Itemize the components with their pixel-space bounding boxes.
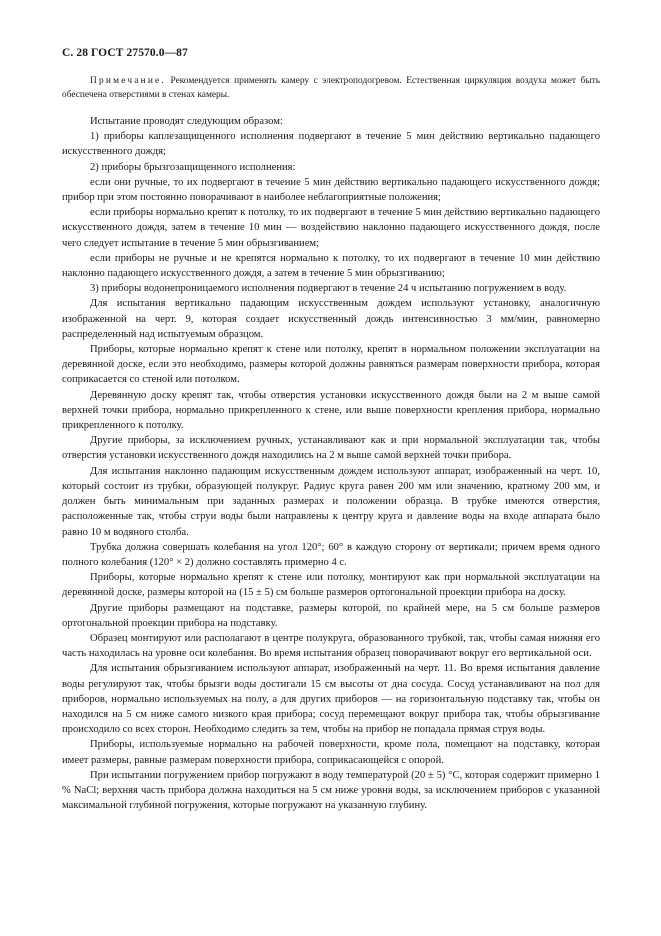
body-text	[62, 114, 600, 813]
paragraph: Деревянную доску крепят так, чтобы отверстия установки искусственного дождя были на 2 м выше самой верхней точки прибора, нормально прикрепленного к стене, или выше поверхности крепления прибора, нормально прикрепленного к потолку.	[62, 389, 600, 432]
paragraph: 2) приборы брызгозащищенного исполнения:	[90, 161, 296, 173]
paragraph: Испытание проводят следующим образом:	[90, 116, 283, 128]
paragraph: если приборы нормально крепят к потолку, то их подвергают в течение 5 мин действию вертикально падающего искусственного дождя, затем в течение 10 мин — воздействию наклонно падающего искусственного дождя, после чего следует испытание в течение 5 мин обрызгиванием;	[62, 207, 600, 249]
document-page	[62, 46, 600, 813]
note	[62, 75, 600, 102]
paragraph: Приборы, которые нормально крепят к стене или потолку, крепят в нормальном положении эксплуатации на деревянной доске, если это необходимо, размеры которой должны равняться размерам поверхности прибора, которая соприкасается со стеной или потолком.	[62, 344, 600, 386]
page-header: С. 28 ГОСТ 27570.0—87	[62, 47, 188, 59]
paragraph: Для испытания обрызгиванием используют аппарат, изображенный на черт. 11. Во время испытания давление воды регулируют так, чтобы брызги воды достигали 15 см высоты от дна сосуда. Сосуд устанавливают на пол для приборов, нормально используемых на полу, а для других приборов — на горизонтальную подставку так, чтобы он находился на 5 см ниже самого низкого края прибора; сосуд перемещают вокруг прибора так, чтобы обрызгивание происходило со всех сторон. Необходимо следить за тем, чтобы на прибор не попадала прямая струя воды.	[62, 663, 600, 736]
paragraph: Для испытания вертикально падающим искусственным дождем используют установку, аналогичную изображенной на черт. 9, которая создает искусственный дождь интенсивностью 3 мм/мин, равномерно распределенный над испытуемым образцом.	[62, 298, 600, 340]
paragraph: Другие приборы, за исключением ручных, устанавливают как и при нормальной эксплуатации так, чтобы отверстия установки искусственного дождя находились на 2 м выше самой верхней точки прибора.	[62, 435, 600, 462]
paragraph: Образец монтируют или располагают в центре полукруга, образованного трубкой, так, чтобы самая нижняя его часть находилась на уровне оси колебания. Во время испытания образец поворачивают вокруг его вертикальной оси.	[62, 632, 600, 660]
paragraph: При испытании погружением прибор погружают в воду температурой (20 ± 5) °С, которая содержит примерно 1 % NaCl; верхняя часть прибора должна находиться на 5 см ниже уровня воды, за исключением приборов с указанной максимальной глубиной погружения, которые погружают на указанную глубину.	[62, 769, 600, 812]
paragraph: если приборы не ручные и не крепятся нормально к потолку, то их подвергают в течение 10 мин действию наклонно падающего искусственного дождя, а затем в течение 5 мин обрызгиванию;	[62, 252, 600, 280]
paragraph: 3) приборы водонепроницаемого исполнения подвергают в течение 24 ч испытанию погружением в воду.	[90, 283, 567, 295]
paragraph: Другие приборы размещают на подставке, размеры которой, по крайней мере, на 5 см больше размеров ортогональной проекции прибора на подставку.	[62, 602, 600, 629]
paragraph: Приборы, используемые нормально на рабочей поверхности, кроме пола, помещают на подставку, которая имеет размеры, равные размерам поверхности прибора, соприкасающейся с опорой.	[62, 739, 600, 766]
paragraph: Для испытания наклонно падающим искусственным дождем используют аппарат, изображенный на черт. 10, который состоит из трубки, образующей полукруг. Радиус круга равен 200 мм или значению, кратному 200 мм, и должен быть минимальным при заданных размерах и положении образца. В трубке имеются отверстия, расположенные так, чтобы струи воды были направлены к центру круга и давление воды на входе аппарата было равно 10 м водяного столба.	[62, 465, 600, 538]
note-label: Примечание.	[90, 76, 166, 87]
paragraph: 1) приборы каплезащищенного исполнения подвергают в течение 5 мин действию вертикально падающего искусственного дождя;	[62, 131, 600, 158]
paragraph: Трубка должна совершать колебания на угол 120°; 60° в каждую сторону от вертикали; причем время одного полного колебания (120° × 2) должно составлять примерно 4 с.	[62, 541, 600, 568]
paragraph: если они ручные, то их подвергают в течение 5 мин действию вертикально падающего искусственного дождя; прибор при этом постоянно поворачивают в наиболее неблагоприятные положения;	[62, 176, 600, 204]
paragraph: Приборы, которые нормально крепят к стене или потолку, монтируют как при нормальной эксплуатации на деревянной доске, размеры которой на (15 ± 5) см больше размеров ортогональной проекции прибора на доску.	[62, 572, 600, 599]
note-text: Рекомендуется применять камеру с электроподогревом. Естественная циркуляция воздуха может быть обеспечена отверстиями в стенах камеры.	[62, 76, 600, 100]
